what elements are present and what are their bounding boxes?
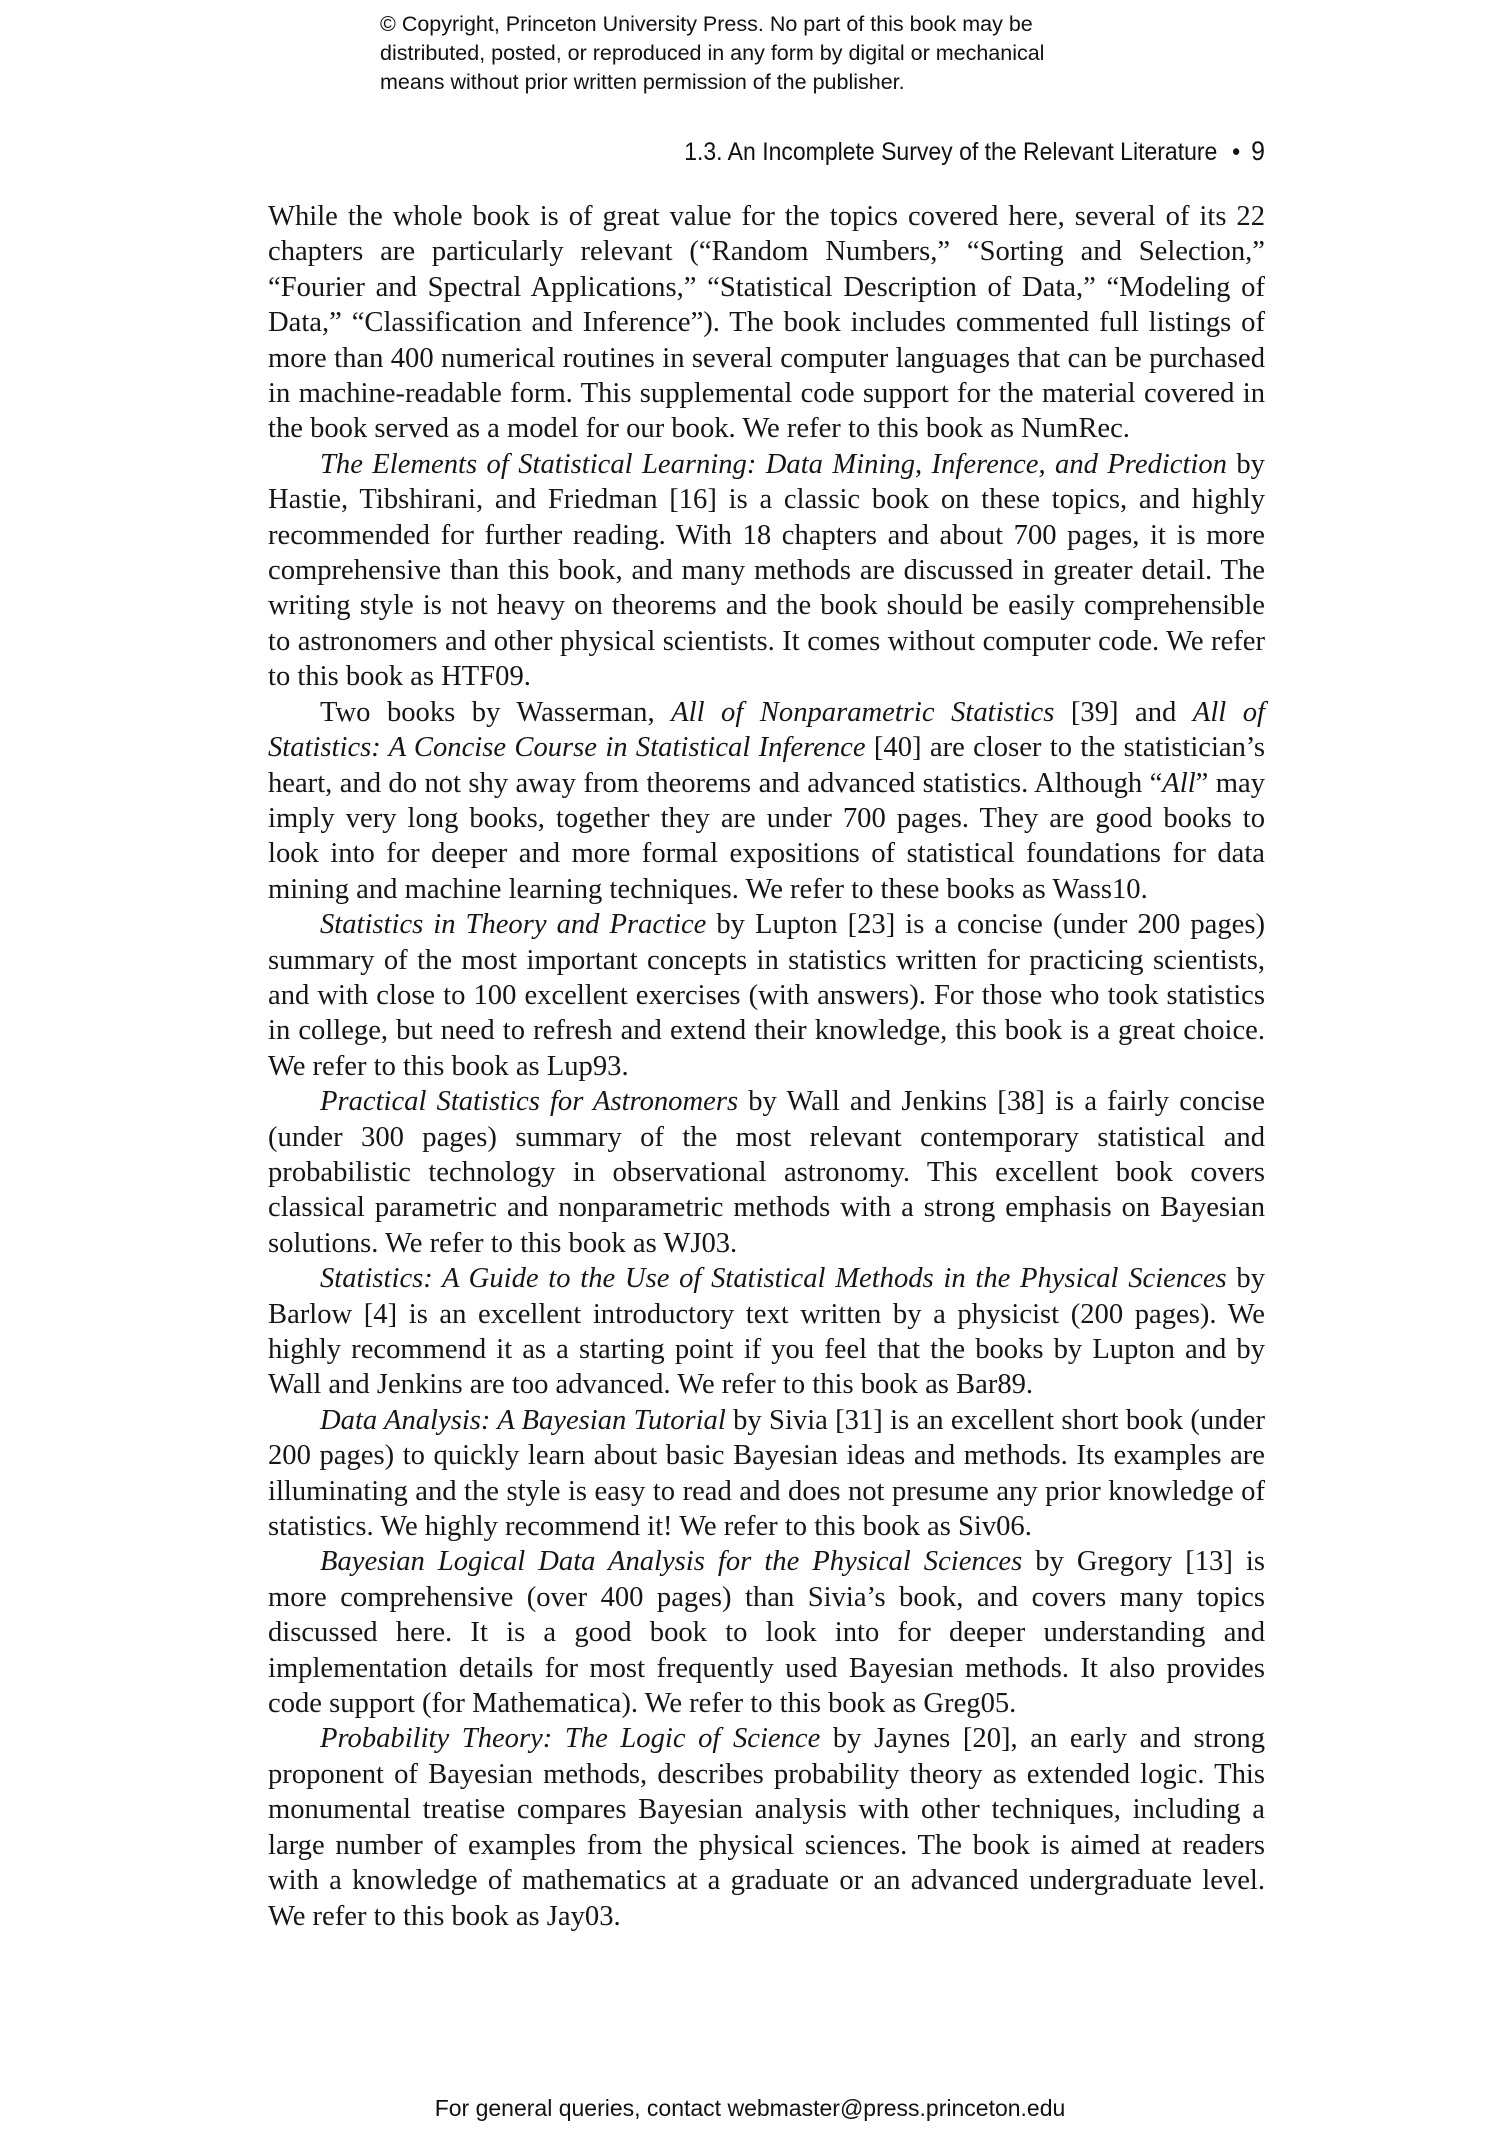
footer-contact: For general queries, contact webmaster@press.princeton.edu — [434, 2095, 1066, 2121]
paragraph-text: by Wall and Jenkins [38] is a fairly concise (under 300 pages) summary of the most relevant contemporary statistical and probabilistic technology in observational astronomy. This excellent book covers classical parametric and nonparametric methods with a strong emphasis on Bayesian solutions. We refer to this book as WJ03. — [268, 1086, 1265, 1259]
paragraph-siv06 — [268, 1403, 1265, 1545]
paragraph-text: ” may imply very long books, together they are under 700 pages. They are good books to look into for deeper and more formal expositions of statistical foundations for data mining and machine learning techniques. We refer to these books as Wass10. — [268, 767, 1265, 905]
body-text — [268, 199, 1265, 1934]
book-title: All of Nonparametric Statistics — [671, 696, 1055, 728]
book-title: Practical Statistics for Astronomers — [320, 1086, 739, 1118]
paragraph-wass10 — [268, 695, 1265, 907]
copyright-line-1: © Copyright, Princeton University Press. No part of this book may be — [380, 12, 1033, 36]
book-title: Probability Theory: The Logic of Science — [320, 1723, 821, 1755]
paragraph-wj03 — [268, 1084, 1265, 1261]
paragraph-text: by Gregory [13] is more comprehensive (over 400 pages) than Sivia’s book, and covers many topics discussed here. It is a good book to look into for deeper understanding and implementation details for most frequently used Bayesian methods. It also provides code support (for Mathematica). We refer to this book as Greg05. — [268, 1546, 1265, 1720]
paragraph-text: by Sivia [31] is an excellent short book (under 200 pages) to quickly learn about basic Bayesian ideas and methods. Its examples are illuminating and the style is easy to read and does not presume any prior knowledge of statistics. We highly recommend it! We refer to this book as Siv06. — [268, 1404, 1265, 1543]
paragraph-numrec — [268, 199, 1265, 447]
paragraph-greg05 — [268, 1544, 1265, 1721]
paragraph-text: by Jaynes [20], an early and strong proponent of Bayesian methods, describes probability theory as extended logic. This monumental treatise compares Bayesian analysis with other techniques, including a large number of examples from the physical sciences. The book is aimed at readers with a knowledge of mathematics at a graduate or an advanced undergraduate level. We refer to this book as Jay03. — [268, 1723, 1265, 1932]
paragraph-bar89 — [268, 1261, 1265, 1403]
paragraph-text: by Barlow [4] is an excellent introductory text written by a physicist (200 pages). We highly recommend it as a starting point if you feel that the books by Lupton and by Wall and Jenkins are too advanced. We refer to this book as Bar89. — [268, 1263, 1265, 1401]
paragraph-text: [39] and — [1054, 696, 1193, 728]
copyright-line-3: means without prior written permission of the publisher. — [380, 70, 905, 94]
bullet-separator: • — [1232, 138, 1241, 166]
paragraph-jay03 — [268, 1721, 1265, 1933]
copyright-line-2: distributed, posted, or reproduced in any form by digital or mechanical — [380, 41, 1045, 65]
running-head — [348, 134, 1265, 169]
paragraph-text: [40] are closer to the statistician’s heart, and do not shy away from theorems and advanced statistics. Although “ — [268, 732, 1265, 799]
book-title: Statistics in Theory and Practice — [320, 909, 707, 941]
book-title: Bayesian Logical Data Analysis for the Physical Sciences — [320, 1546, 1023, 1578]
book-title: All of Statistics: A Concise Course in Statistical Inference — [268, 696, 1266, 764]
book-title: The Elements of Statistical Learning: Data Mining, Inference, and Prediction — [320, 448, 1227, 480]
book-title: Statistics: A Guide to the Use of Statistical Methods in the Physical Sciences — [320, 1263, 1227, 1295]
paragraph-htf09 — [268, 447, 1265, 695]
paragraph-text: by Hastie, Tibshirani, and Friedman [16] is a classic book on these topics, and highly recommended for further reading. With 18 chapters and about 700 pages, it is more comprehensive than this book, and many methods are discussed in greater detail. The writing style is not heavy on theorems and the book should be easily comprehensible to astronomers and other physical scientists. It comes without computer code. We refer to this book as HTF09. — [268, 448, 1265, 693]
page-number: 9 — [1251, 136, 1265, 166]
emphasis: All — [1162, 767, 1196, 799]
book-title: Data Analysis: A Bayesian Tutorial — [320, 1404, 726, 1436]
section-title: 1.3. An Incomplete Survey of the Relevant Literature — [684, 138, 1218, 166]
paragraph-lead: Two books by Wasserman, — [320, 696, 672, 728]
copyright-notice — [380, 10, 1200, 97]
paragraph-text: by Lupton [23] is a concise (under 200 pages) summary of the most important concepts in statistics written for practicing scientists, and with close to 100 excellent exercises (with answers). For those who took statistics in college, but need to refresh and extend their knowledge, this book is a great choice. We refer to this book as Lup93. — [268, 909, 1265, 1082]
paragraph-text: While the whole book is of great value for the topics covered here, several of its 22 chapters are particularly relevant (“Random Numbers,” “Sorting and Selection,” “Fourier and Spectral Applications,” “Statistical Description of Data,” “Modeling of Data,” “Classification and Inference”). The book includes commented full listings of more than 400 numerical routines in several computer languages that can be purchased in machine-readable form. This supplemental code support for the material covered in the book served as a model for our book. We refer to this book as NumRec. — [268, 201, 1265, 445]
paragraph-lup93 — [268, 907, 1265, 1084]
